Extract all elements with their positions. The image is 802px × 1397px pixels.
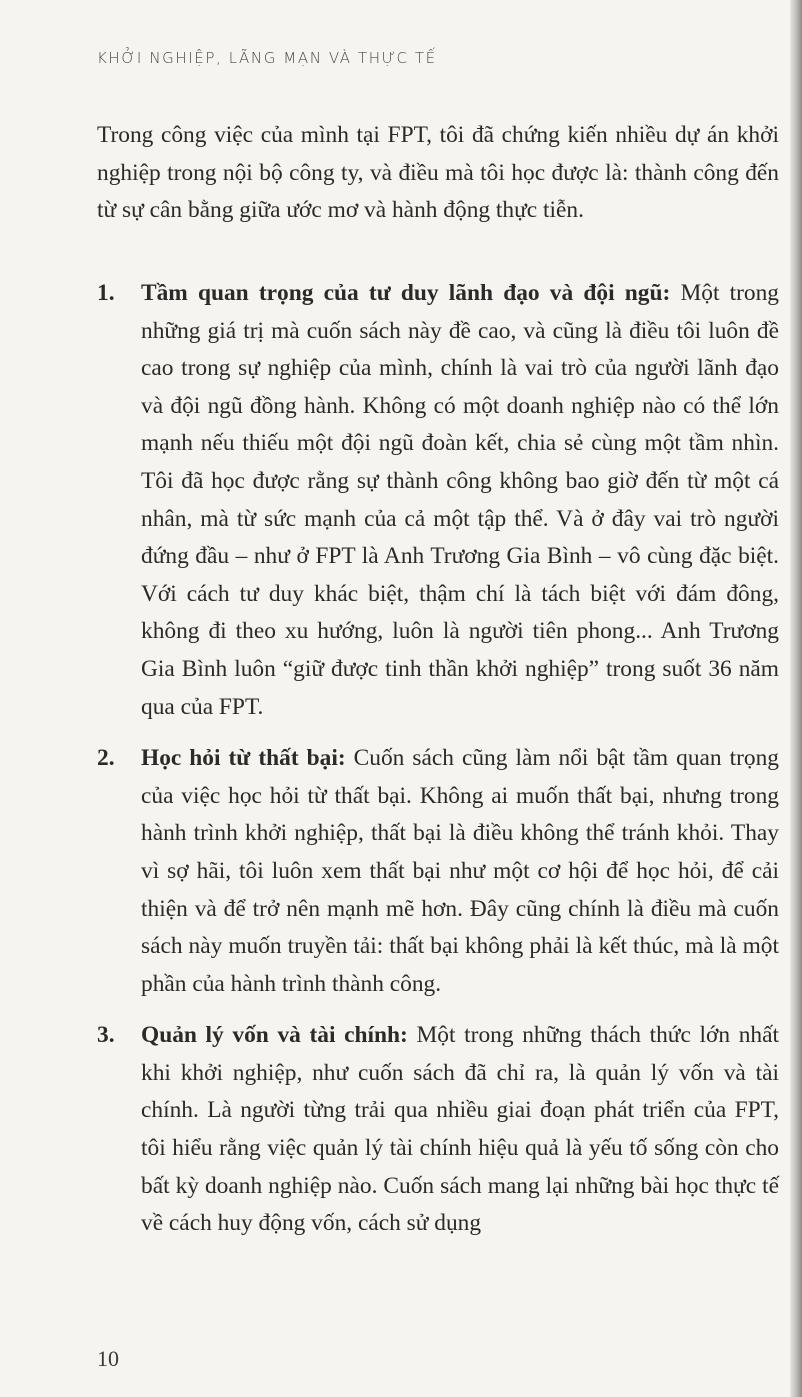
item-number: 3. xyxy=(97,1022,115,1049)
page-number: 10 xyxy=(97,1346,119,1371)
item-body: Một trong những giá trị mà cuốn sách này đề cao, và cũng là điều tôi luôn đề cao trong sự nghiệp của mình, chính là vai trò của người lãnh đạo và đội ngũ đồng hành. Không có một doanh nghiệp nào có thể lớn mạnh nếu thiếu một đội ngũ đoàn kết, chia sẻ cùng một tầm nhìn. Tôi đã học được rằng sự thành công không bao giờ đến từ một cá nhân, mà từ sức mạnh của cả một tập thể. Và ở đây vai trò người đứng đầu – như ở FPT là Anh Trương Gia Bình – vô cùng đặc biệt. Với cách tư duy khác biệt, thậm chí là tách biệt với đám đông, không đi theo xu hướng, luôn là người tiên phong... Anh Trương Gia Bình luôn “giữ được tinh thần khởi nghiệp” trong suốt 36 năm qua của FPT. xyxy=(141,280,780,720)
list-item xyxy=(97,1017,779,1243)
list-item xyxy=(97,275,779,726)
item-heading: Tầm quan trọng của tư duy lãnh đạo và đội ngũ: xyxy=(141,280,671,306)
item-heading: Quản lý vốn và tài chính: xyxy=(141,1022,408,1049)
item-number: 1. xyxy=(97,280,115,306)
item-body: Cuốn sách cũng làm nổi bật tầm quan trọng của việc học hỏi từ thất bại. Không ai muốn thất bại, nhưng trong hành trình khởi nghiệp, thất bại là điều không thể tránh khỏi. Thay vì sợ hãi, tôi luôn xem thất bại như một cơ hội để học hỏi, để cải thiện và để trở nên mạnh mẽ hơn. Đây cũng chính là điều mà cuốn sách này muốn truyền tải: thất bại không phải là kết thúc, mà là một phần của hành trình thành công. xyxy=(141,745,779,997)
intro-paragraph: Trong công việc của mình tại FPT, tôi đã chứng kiến nhiều dự án khởi nghiệp trong nội bộ công ty, và điều mà tôi học được là: thành công đến từ sự cân bằng giữa ước mơ và hành động thực tiễn. xyxy=(97,122,779,224)
item-number: 2. xyxy=(97,745,115,772)
numbered-list xyxy=(97,275,779,1257)
item-body: Một trong những thách thức lớn nhất khi khởi nghiệp, như cuốn sách đã chỉ ra, là quản lý vốn và tài chính. Là người từng trải qua nhiều giai đoạn phát triển của FPT, tôi hiểu rằng việc quản lý tài chính hiệu quả là yếu tố sống còn cho bất kỳ doanh nghiệp nào. Cuốn sách mang lại những bài học thực tế về cách huy động vốn, cách sử dụng xyxy=(141,1022,780,1237)
intro-block xyxy=(97,117,779,230)
list-item xyxy=(97,740,779,1003)
running-head: KHỞI NGHIỆP, LÃNG MẠN VÀ THỰC TẾ xyxy=(97,49,437,67)
page-edge-shadow xyxy=(790,0,802,1397)
item-heading: Học hỏi từ thất bại: xyxy=(141,745,346,772)
